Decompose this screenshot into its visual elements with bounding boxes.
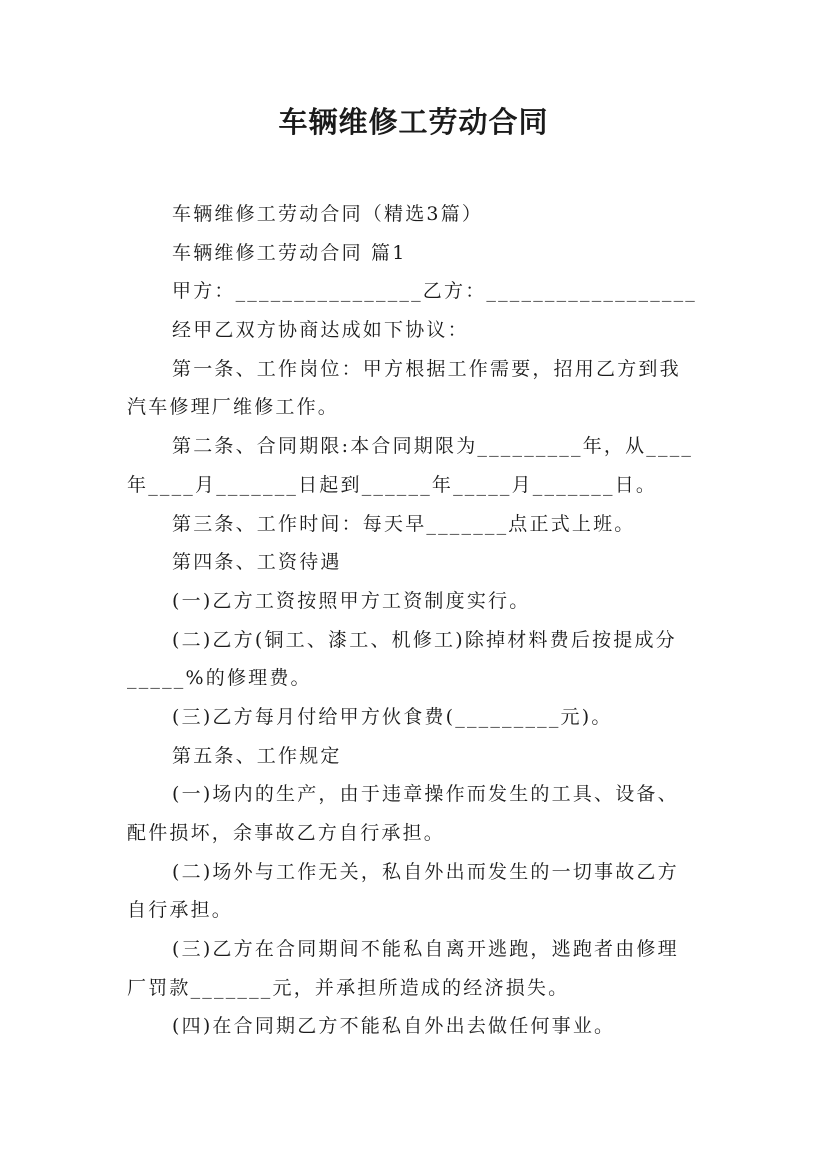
document-title: 车辆维修工劳动合同 bbox=[278, 105, 549, 139]
text-line: 自行承担。 bbox=[127, 899, 234, 922]
text-line: _____%的修理费。 bbox=[127, 667, 312, 690]
text-line: 甲方：________________乙方：__________________ bbox=[172, 280, 698, 303]
text-line: 厂罚款_______元，并承担所造成的经济损失。 bbox=[127, 976, 570, 999]
document-body bbox=[127, 195, 717, 1046]
text-line: (一)场内的生产，由于违章操作而发生的工具、设备、 bbox=[172, 783, 679, 806]
text-line: 第五条、工作规定 bbox=[172, 744, 342, 767]
text-line: (二)场外与工作无关，私自外出而发生的一切事故乙方 bbox=[172, 860, 679, 883]
text-line: (三)乙方每月付给甲方伙食费(_________元)。 bbox=[172, 705, 613, 728]
text-line: 车辆维修工劳动合同 篇1 bbox=[172, 241, 407, 264]
text-line: 配件损坏，余事故乙方自行承担。 bbox=[127, 822, 446, 844]
text-line: 汽车修理厂维修工作。 bbox=[127, 396, 340, 419]
text-line: 车辆维修工劳动合同（精选3篇） bbox=[172, 203, 484, 225]
text-line: 第三条、工作时间：每天早_______点正式上班。 bbox=[172, 512, 636, 535]
text-line: 第四条、工资待遇 bbox=[172, 551, 342, 574]
text-line: 年____月_______日起到______年_____月_______日。 bbox=[127, 473, 658, 496]
text-line: 经甲乙双方协商达成如下协议： bbox=[172, 319, 469, 342]
text-line: (四)在合同期乙方不能私自外出去做任何事业。 bbox=[172, 1015, 616, 1038]
text-line: (二)乙方(铜工、漆工、机修工)除掉材料费后按提成分 bbox=[172, 628, 677, 651]
text-line: (三)乙方在合同期间不能私自离开逃跑，逃跑者由修理 bbox=[172, 938, 679, 961]
text-line: 第一条、工作岗位：甲方根据工作需要，招用乙方到我 bbox=[172, 357, 681, 380]
text-line: 第二条、合同期限:本合同期限为_________年，从____ bbox=[172, 435, 694, 458]
text-line: (一)乙方工资按照甲方工资制度实行。 bbox=[172, 589, 531, 612]
